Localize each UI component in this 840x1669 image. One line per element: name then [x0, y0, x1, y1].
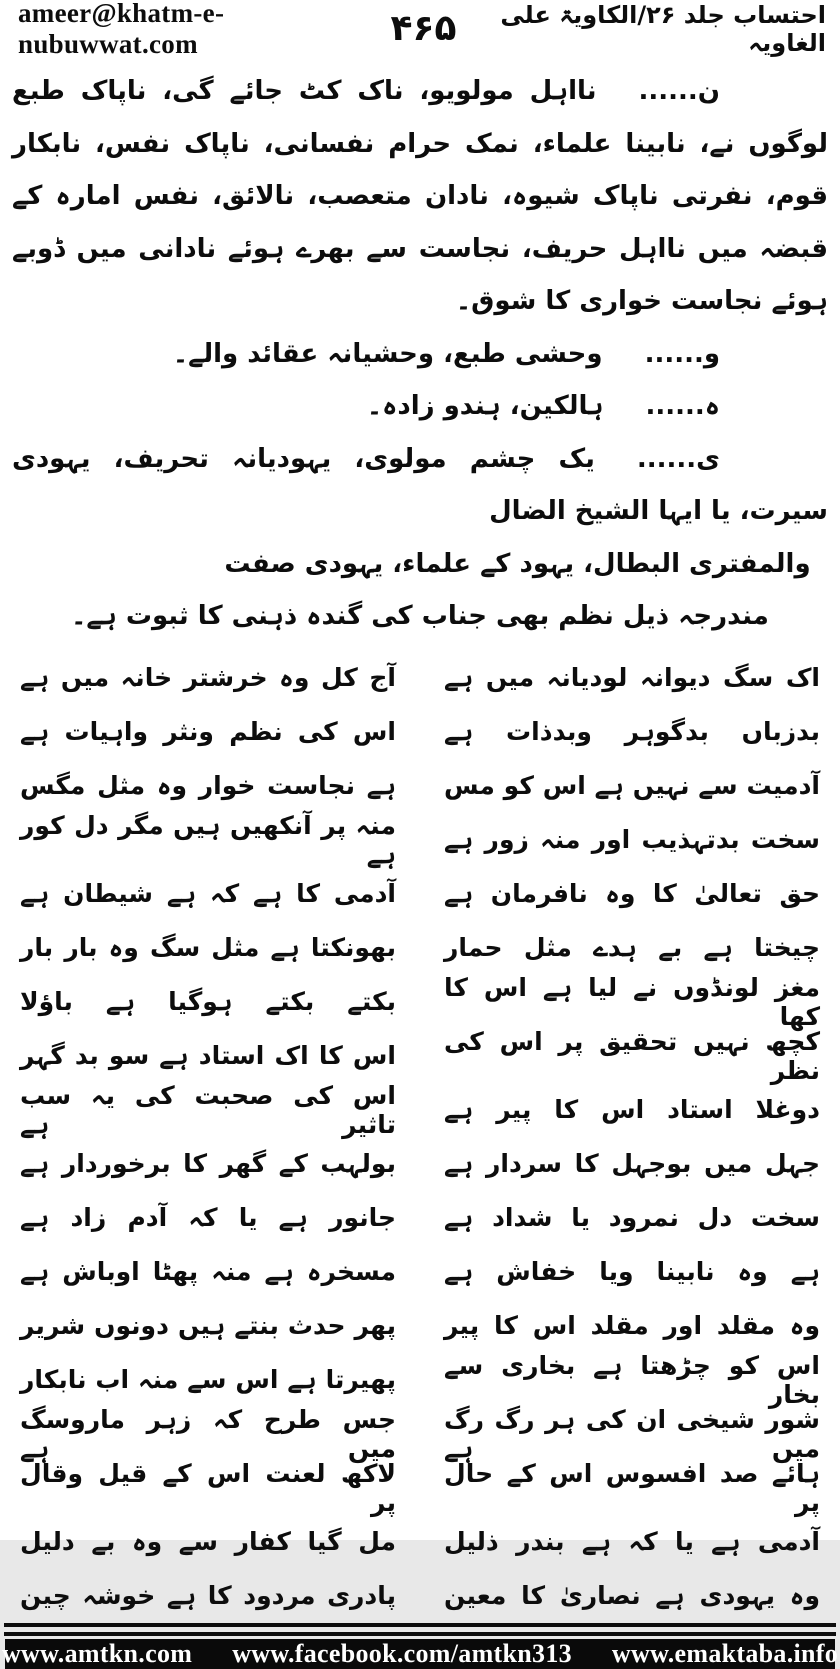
- poem-couplet: [20, 759, 820, 813]
- dictionary-entry-heh: [12, 380, 828, 433]
- poem-couplet: [20, 972, 820, 1031]
- entry-letter: ی......: [636, 443, 720, 474]
- entry-text: یک چشم مولوی، یہودیانہ تحریف، یہودی سیرت، یا ایہا الشیخ الضال: [12, 443, 828, 527]
- hemistich-second: آدمی کا ہے کہ ہے شیطان ہے: [20, 879, 396, 909]
- hemistich-first: آدمیت سے نہیں ہے اس کو مس: [444, 771, 820, 801]
- entry-text: وحشی طبع، وحشیانہ عقائد والے۔: [172, 338, 603, 369]
- footer-bar: [1, 1638, 839, 1669]
- hemistich-second: پھر حدث بنتے ہیں دونوں شریر: [20, 1311, 396, 1341]
- hemistich-first: کچھ نہیں تحقیق پر اس کی نظر: [444, 1026, 820, 1085]
- poem-couplet: [20, 1026, 820, 1085]
- hemistich-second: آج کل وہ خرشتر خانہ میں ہے: [20, 663, 396, 693]
- entry-continuation-line: والمفتری البطال، یہود کے علماء، یہودی صفت: [224, 548, 811, 579]
- hemistich-first: سخت دل نمرود یا شداد ہے: [444, 1203, 820, 1233]
- entry-letter: ن......: [638, 76, 720, 106]
- poem-couplet: [20, 1137, 820, 1191]
- poem-couplet: [20, 1299, 820, 1353]
- poem-couplet: [20, 1515, 820, 1569]
- hemistich-second: مسخرہ ہے منہ پھٹا اوباش ہے: [20, 1257, 396, 1287]
- hemistich-second: پھیرتا ہے اس سے منہ اب نابکار: [20, 1365, 396, 1395]
- hemistich-second: اس کی نظم ونثر واہیات ہے: [20, 717, 396, 747]
- hemistich-first: جہل میں بوجہل کا سردار ہے: [444, 1149, 820, 1179]
- hemistich-first: ہے وہ نابینا ویا خفاش ہے: [444, 1257, 820, 1287]
- hemistich-first: مغز لونڈوں نے لیا ہے اس کا کھا: [444, 972, 820, 1031]
- hemistich-first: دوغلا استاد اس کا پیر ہے: [444, 1095, 820, 1125]
- hemistich-first: چیختا ہے بے ہدے مثل حمار: [444, 933, 820, 963]
- page-number: ۴۶۵: [390, 8, 457, 49]
- hemistich-second: بکتے بکتے ہوگیا ہے باؤلا: [20, 987, 396, 1017]
- poem-couplet: [20, 1404, 820, 1463]
- hemistich-first: ہائے صد افسوس اس کے حال پر: [444, 1458, 820, 1517]
- hemistich-second: جانور ہے یا کہ آدم زاد ہے: [20, 1203, 396, 1233]
- hemistich-second: بولہب کے گھر کا برخوردار ہے: [20, 1149, 396, 1179]
- hemistich-first: آدمی ہے یا کہ ہے بندر ذلیل: [444, 1527, 820, 1557]
- poem-couplet: [20, 705, 820, 759]
- dictionary-entry-yeh: [12, 433, 828, 538]
- poem-intro-line: مندرجہ ذیل نظم بھی جناب کی گندہ ذہنی کا ثبوت ہے۔: [71, 601, 769, 632]
- poem-couplet: [20, 651, 820, 705]
- poem-couplet: [20, 921, 820, 975]
- hemistich-first: وہ مقلد اور مقلد اس کا پیر: [444, 1311, 820, 1341]
- hemistich-second: مل گیا کفار سے وہ بے دلیل: [20, 1527, 396, 1557]
- hemistich-second: لاکھ لعنت اس کے قیل وقال پر: [20, 1458, 396, 1517]
- footer-link-facebook: www.facebook.com/amtkn313: [232, 1638, 572, 1668]
- prose-section: [0, 55, 840, 643]
- hemistich-second: اس کا اک استاد ہے سو بد گہر: [20, 1041, 396, 1071]
- poem-couplet: [20, 1080, 820, 1139]
- footer-double-rule: [4, 1623, 836, 1636]
- poem-couplet: [20, 1569, 820, 1623]
- poem-couplet: [20, 867, 820, 921]
- hemistich-second: ہے نجاست خوار وہ مثل مگس: [20, 771, 396, 801]
- page-header: [0, 0, 840, 59]
- entry-text: نااہل مولویو، ناک کٹ جائے گی، ناپاک طبع لوگوں نے، نابینا علماء، نمک حرام نفسانی، ناپاک نفس، نابکار قوم، نفرتی ناپاک شیوہ، نادان متعصب، نالائق، نفس امارہ کے قبضہ میں نااہل حریف، نجاست سے بھرے ہوئے نادانی میں ڈوبے ہوئے نجاست خواری کا شوق۔: [12, 76, 828, 317]
- hemistich-first: شور شیخی ان کی ہر رگ رگ میں ہے: [444, 1404, 820, 1463]
- hemistich-first: حق تعالیٰ کا وہ نافرمان ہے: [444, 879, 820, 909]
- poem-couplet: [20, 1350, 820, 1409]
- hemistich-second: پادری مردود کا ہے خوشہ چین: [20, 1581, 396, 1611]
- hemistich-second: بھونکتا ہے مثل سگ وہ بار بار: [20, 933, 396, 963]
- hemistich-first: سخت بدتہذیب اور منہ زور ہے: [444, 825, 820, 855]
- poem-couplet: [20, 1458, 820, 1517]
- hemistich-second: اس کی صحبت کی یہ سب تاثیر ہے: [20, 1080, 396, 1139]
- footer-link-amtkn: www.amtkn.com: [1, 1638, 193, 1668]
- hemistich-first: اک سگ دیوانہ لودیانہ میں ہے: [444, 663, 820, 693]
- hemistich-first: اس کو چڑھتا ہے بخاری سے بخار: [444, 1350, 820, 1409]
- header-email: ameer@khatm-e-nubuwwat.com: [18, 0, 225, 59]
- dictionary-entry-noon: [12, 65, 828, 328]
- book-title: احتساب جلد ۲۶/الکاویۃ علی الغاویہ: [500, 1, 826, 57]
- footer-link-emaktaba: www.emaktaba.info: [611, 1638, 839, 1668]
- entry-letter: و......: [644, 338, 720, 369]
- hemistich-first: وہ یہودی ہے نصاریٰ کا معین: [444, 1581, 820, 1611]
- dictionary-entry-waw: [12, 328, 828, 381]
- poem-section: [0, 643, 840, 1623]
- poem-couplet: [20, 1245, 820, 1299]
- poem-couplet: [20, 810, 820, 869]
- entry-letter: ہ......: [645, 391, 720, 422]
- hemistich-second: منہ پر آنکھیں ہیں مگر دل کور ہے: [20, 810, 396, 869]
- poem-couplet: [20, 1191, 820, 1245]
- entry-text: ہالکین، ہندو زادہ۔: [366, 391, 604, 422]
- hemistich-second: جس طرح کہ زہر ماروسگ میں ہے: [20, 1404, 396, 1463]
- hemistich-first: بدزباں بدگوہر وبدذات ہے: [444, 717, 820, 747]
